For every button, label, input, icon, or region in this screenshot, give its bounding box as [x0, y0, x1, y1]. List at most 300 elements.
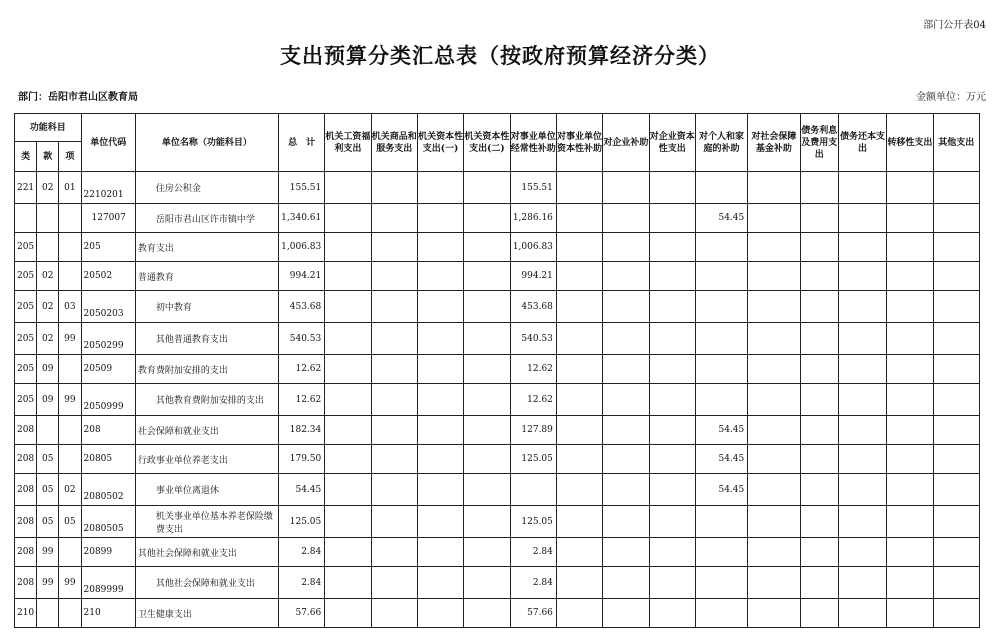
cell-c10 — [748, 262, 800, 291]
cell-c12 — [838, 599, 886, 628]
cell-c13 — [887, 384, 933, 416]
cell-c11 — [800, 599, 838, 628]
amount-unit-label: 金额单位：万元 — [916, 92, 986, 103]
cell-c14 — [933, 204, 979, 233]
cell-c11 — [800, 291, 838, 323]
table-row — [15, 323, 980, 355]
cell-c1 — [325, 474, 371, 506]
cell-kuan: 05 — [37, 474, 59, 506]
cell-c13 — [887, 233, 933, 262]
cell-c2 — [371, 233, 417, 262]
header-c13: 转移性支出 — [887, 114, 933, 172]
cell-c7 — [603, 445, 649, 474]
cell-c6 — [556, 416, 602, 445]
cell-c14 — [933, 506, 979, 538]
header-c14: 其他支出 — [933, 114, 979, 172]
cell-c7 — [603, 172, 649, 204]
cell-c12 — [838, 445, 886, 474]
cell-c10 — [748, 416, 800, 445]
header-func-group: 功能科目 — [15, 114, 82, 142]
cell-c6 — [556, 506, 602, 538]
cell-c4 — [464, 506, 510, 538]
cell-c6 — [556, 599, 602, 628]
cell-lei: 205 — [15, 355, 37, 384]
cell-c3 — [417, 474, 463, 506]
cell-c13 — [887, 262, 933, 291]
cell-xiang: 99 — [59, 567, 81, 599]
cell-c6 — [556, 355, 602, 384]
cell-c14 — [933, 384, 979, 416]
cell-lei: 205 — [15, 233, 37, 262]
cell-c12 — [838, 291, 886, 323]
cell-c3 — [417, 262, 463, 291]
table-row — [15, 445, 980, 474]
cell-c1 — [325, 262, 371, 291]
cell-c5: 2.84 — [510, 538, 556, 567]
cell-name: 其他社会保障和就业支出 — [135, 567, 278, 599]
cell-c1 — [325, 567, 371, 599]
cell-c9 — [695, 233, 747, 262]
cell-c9: 54.45 — [695, 416, 747, 445]
header-xiang: 项 — [59, 142, 81, 172]
cell-c11 — [800, 384, 838, 416]
cell-c14 — [933, 172, 979, 204]
cell-c11 — [800, 506, 838, 538]
cell-c7 — [603, 506, 649, 538]
cell-name: 卫生健康支出 — [135, 599, 278, 628]
cell-c9 — [695, 599, 747, 628]
cell-c3 — [417, 355, 463, 384]
cell-c10 — [748, 172, 800, 204]
cell-c13 — [887, 538, 933, 567]
cell-c4 — [464, 445, 510, 474]
cell-c2 — [371, 172, 417, 204]
cell-code: 205 — [81, 233, 135, 262]
table-row — [15, 474, 980, 506]
header-c4: 机关资本性支出(二) — [464, 114, 510, 172]
cell-c2 — [371, 567, 417, 599]
cell-c10 — [748, 474, 800, 506]
cell-c4 — [464, 567, 510, 599]
cell-c7 — [603, 474, 649, 506]
cell-total: 57.66 — [278, 599, 324, 628]
cell-c14 — [933, 474, 979, 506]
cell-c2 — [371, 262, 417, 291]
cell-c8 — [649, 233, 695, 262]
cell-c8 — [649, 474, 695, 506]
cell-xiang: 03 — [59, 291, 81, 323]
cell-kuan: 02 — [37, 172, 59, 204]
cell-xiang — [59, 416, 81, 445]
cell-name: 岳阳市君山区许市镇中学 — [135, 204, 278, 233]
cell-c9: 54.45 — [695, 474, 747, 506]
cell-c8 — [649, 323, 695, 355]
cell-lei: 205 — [15, 384, 37, 416]
cell-c14 — [933, 567, 979, 599]
cell-c10 — [748, 538, 800, 567]
header-c8: 对企业资本性支出 — [649, 114, 695, 172]
cell-c7 — [603, 538, 649, 567]
cell-c4 — [464, 172, 510, 204]
cell-c13 — [887, 172, 933, 204]
cell-total: 540.53 — [278, 323, 324, 355]
cell-c3 — [417, 538, 463, 567]
cell-name: 事业单位离退休 — [135, 474, 278, 506]
cell-c14 — [933, 291, 979, 323]
cell-c10 — [748, 599, 800, 628]
cell-lei — [15, 204, 37, 233]
cell-kuan: 02 — [37, 291, 59, 323]
cell-code: 20899 — [81, 538, 135, 567]
cell-c9 — [695, 567, 747, 599]
cell-total: 453.68 — [278, 291, 324, 323]
cell-c7 — [603, 233, 649, 262]
cell-c5: 453.68 — [510, 291, 556, 323]
cell-c1 — [325, 172, 371, 204]
cell-xiang: 01 — [59, 172, 81, 204]
cell-code: 20805 — [81, 445, 135, 474]
cell-c2 — [371, 384, 417, 416]
cell-name: 普通教育 — [135, 262, 278, 291]
cell-lei: 208 — [15, 538, 37, 567]
cell-c14 — [933, 538, 979, 567]
cell-c4 — [464, 599, 510, 628]
cell-code: 2050203 — [81, 291, 135, 323]
cell-code: 2050999 — [81, 384, 135, 416]
cell-lei: 205 — [15, 323, 37, 355]
cell-c6 — [556, 262, 602, 291]
cell-c11 — [800, 233, 838, 262]
cell-c7 — [603, 204, 649, 233]
cell-c3 — [417, 291, 463, 323]
cell-c7 — [603, 567, 649, 599]
cell-c12 — [838, 416, 886, 445]
cell-c9: 54.45 — [695, 445, 747, 474]
table-row — [15, 172, 980, 204]
cell-c3 — [417, 384, 463, 416]
cell-c4 — [464, 323, 510, 355]
cell-code: 2210201 — [81, 172, 135, 204]
cell-c2 — [371, 355, 417, 384]
cell-c12 — [838, 262, 886, 291]
cell-c14 — [933, 323, 979, 355]
cell-c9 — [695, 291, 747, 323]
cell-c6 — [556, 384, 602, 416]
cell-c5: 12.62 — [510, 384, 556, 416]
cell-kuan: 99 — [37, 538, 59, 567]
cell-kuan: 99 — [37, 567, 59, 599]
cell-c9: 54.45 — [695, 204, 747, 233]
cell-name: 教育支出 — [135, 233, 278, 262]
cell-name: 初中教育 — [135, 291, 278, 323]
cell-c5: 540.53 — [510, 323, 556, 355]
cell-c8 — [649, 567, 695, 599]
cell-c8 — [649, 172, 695, 204]
cell-c2 — [371, 506, 417, 538]
cell-c3 — [417, 323, 463, 355]
cell-c8 — [649, 262, 695, 291]
cell-c12 — [838, 233, 886, 262]
cell-c3 — [417, 567, 463, 599]
cell-c5: 1,006.83 — [510, 233, 556, 262]
header-c6: 对事业单位资本性补助 — [556, 114, 602, 172]
header-c7: 对企业补助 — [603, 114, 649, 172]
cell-c2 — [371, 416, 417, 445]
cell-c4 — [464, 538, 510, 567]
cell-c6 — [556, 538, 602, 567]
cell-c2 — [371, 599, 417, 628]
table-row — [15, 599, 980, 628]
header-c11: 债务利息及费用支出 — [800, 114, 838, 172]
cell-total: 179.50 — [278, 445, 324, 474]
cell-c3 — [417, 233, 463, 262]
cell-c8 — [649, 416, 695, 445]
cell-name: 教育费附加安排的支出 — [135, 355, 278, 384]
cell-c11 — [800, 416, 838, 445]
cell-c6 — [556, 445, 602, 474]
cell-c1 — [325, 506, 371, 538]
cell-code: 208 — [81, 416, 135, 445]
cell-c4 — [464, 416, 510, 445]
cell-kuan — [37, 416, 59, 445]
cell-total: 155.51 — [278, 172, 324, 204]
cell-kuan: 05 — [37, 506, 59, 538]
cell-c8 — [649, 204, 695, 233]
cell-c14 — [933, 416, 979, 445]
header-total: 总 计 — [278, 114, 324, 172]
cell-c6 — [556, 567, 602, 599]
cell-c4 — [464, 262, 510, 291]
cell-c10 — [748, 323, 800, 355]
cell-lei: 208 — [15, 445, 37, 474]
cell-c6 — [556, 291, 602, 323]
cell-c7 — [603, 355, 649, 384]
cell-name: 住房公积金 — [135, 172, 278, 204]
cell-lei: 210 — [15, 599, 37, 628]
header-kuan: 款 — [37, 142, 59, 172]
cell-c12 — [838, 474, 886, 506]
table-row — [15, 355, 980, 384]
cell-kuan — [37, 599, 59, 628]
cell-c1 — [325, 204, 371, 233]
table-row — [15, 538, 980, 567]
cell-c5: 994.21 — [510, 262, 556, 291]
cell-c10 — [748, 355, 800, 384]
cell-xiang: 99 — [59, 384, 81, 416]
cell-xiang — [59, 233, 81, 262]
cell-c3 — [417, 506, 463, 538]
cell-name: 社会保障和就业支出 — [135, 416, 278, 445]
cell-total: 2.84 — [278, 538, 324, 567]
cell-c9 — [695, 538, 747, 567]
cell-lei: 205 — [15, 291, 37, 323]
header-c12: 债务还本支出 — [838, 114, 886, 172]
cell-c7 — [603, 323, 649, 355]
cell-c5 — [510, 474, 556, 506]
cell-c2 — [371, 204, 417, 233]
cell-c7 — [603, 384, 649, 416]
cell-c1 — [325, 233, 371, 262]
cell-total: 1,006.83 — [278, 233, 324, 262]
cell-code: 20502 — [81, 262, 135, 291]
cell-c9 — [695, 172, 747, 204]
cell-c5: 57.66 — [510, 599, 556, 628]
cell-c9 — [695, 262, 747, 291]
cell-code: 210 — [81, 599, 135, 628]
cell-xiang — [59, 204, 81, 233]
department-label: 部门：岳阳市君山区教育局 — [18, 92, 138, 103]
cell-kuan — [37, 233, 59, 262]
budget-table — [14, 113, 980, 628]
cell-c6 — [556, 474, 602, 506]
cell-c2 — [371, 474, 417, 506]
cell-c4 — [464, 233, 510, 262]
cell-total: 182.34 — [278, 416, 324, 445]
cell-c6 — [556, 172, 602, 204]
cell-c11 — [800, 323, 838, 355]
cell-c13 — [887, 567, 933, 599]
cell-c4 — [464, 474, 510, 506]
cell-c1 — [325, 416, 371, 445]
cell-kuan: 09 — [37, 384, 59, 416]
header-c3: 机关资本性支出(一) — [417, 114, 463, 172]
table-row — [15, 567, 980, 599]
cell-code: 2089999 — [81, 567, 135, 599]
cell-c7 — [603, 599, 649, 628]
cell-c5: 2.84 — [510, 567, 556, 599]
cell-c12 — [838, 172, 886, 204]
header-name: 单位名称（功能科目） — [135, 114, 278, 172]
cell-kuan: 02 — [37, 262, 59, 291]
cell-code: 127007 — [81, 204, 135, 233]
cell-xiang: 99 — [59, 323, 81, 355]
cell-c8 — [649, 445, 695, 474]
cell-c12 — [838, 506, 886, 538]
cell-c9 — [695, 323, 747, 355]
header-code: 单位代码 — [81, 114, 135, 172]
cell-lei: 208 — [15, 474, 37, 506]
cell-c7 — [603, 262, 649, 291]
cell-c4 — [464, 355, 510, 384]
cell-name: 机关事业单位基本养老保险缴费支出 — [135, 506, 278, 538]
cell-total: 12.62 — [278, 355, 324, 384]
cell-c14 — [933, 599, 979, 628]
cell-c8 — [649, 355, 695, 384]
cell-xiang: 05 — [59, 506, 81, 538]
cell-c3 — [417, 599, 463, 628]
cell-c13 — [887, 416, 933, 445]
cell-c11 — [800, 538, 838, 567]
form-number: 部门公开表04 — [923, 20, 986, 31]
cell-c11 — [800, 172, 838, 204]
cell-c1 — [325, 291, 371, 323]
cell-c2 — [371, 445, 417, 474]
cell-c5: 155.51 — [510, 172, 556, 204]
cell-c11 — [800, 474, 838, 506]
cell-c8 — [649, 599, 695, 628]
cell-kuan: 02 — [37, 323, 59, 355]
cell-code: 2080505 — [81, 506, 135, 538]
cell-c10 — [748, 384, 800, 416]
cell-code: 20509 — [81, 355, 135, 384]
cell-c10 — [748, 233, 800, 262]
cell-c14 — [933, 233, 979, 262]
cell-c1 — [325, 599, 371, 628]
cell-xiang — [59, 599, 81, 628]
cell-c14 — [933, 445, 979, 474]
cell-xiang — [59, 538, 81, 567]
cell-total: 2.84 — [278, 567, 324, 599]
table-row — [15, 233, 980, 262]
cell-c6 — [556, 233, 602, 262]
header-c5: 对事业单位经常性补助 — [510, 114, 556, 172]
cell-c6 — [556, 323, 602, 355]
cell-c13 — [887, 474, 933, 506]
cell-c5: 12.62 — [510, 355, 556, 384]
cell-c6 — [556, 204, 602, 233]
header-c2: 机关商品和服务支出 — [371, 114, 417, 172]
cell-c13 — [887, 506, 933, 538]
cell-c8 — [649, 384, 695, 416]
cell-c11 — [800, 262, 838, 291]
table-row — [15, 384, 980, 416]
cell-c7 — [603, 416, 649, 445]
cell-lei: 208 — [15, 416, 37, 445]
cell-c1 — [325, 538, 371, 567]
cell-c4 — [464, 384, 510, 416]
table-row — [15, 204, 980, 233]
cell-c5: 1,286.16 — [510, 204, 556, 233]
cell-total: 994.21 — [278, 262, 324, 291]
cell-c1 — [325, 384, 371, 416]
header-c10: 对社会保障基金补助 — [748, 114, 800, 172]
cell-code: 2050299 — [81, 323, 135, 355]
cell-c13 — [887, 445, 933, 474]
cell-c5: 125.05 — [510, 445, 556, 474]
cell-c3 — [417, 172, 463, 204]
cell-xiang: 02 — [59, 474, 81, 506]
cell-c5: 127.89 — [510, 416, 556, 445]
cell-c9 — [695, 384, 747, 416]
cell-total: 12.62 — [278, 384, 324, 416]
cell-c8 — [649, 291, 695, 323]
cell-lei: 205 — [15, 262, 37, 291]
cell-kuan: 09 — [37, 355, 59, 384]
cell-c2 — [371, 538, 417, 567]
table-row — [15, 262, 980, 291]
cell-name: 其他教育费附加安排的支出 — [135, 384, 278, 416]
cell-c11 — [800, 204, 838, 233]
cell-xiang — [59, 262, 81, 291]
cell-c12 — [838, 355, 886, 384]
cell-code: 2080502 — [81, 474, 135, 506]
cell-lei: 208 — [15, 506, 37, 538]
cell-c9 — [695, 506, 747, 538]
cell-c13 — [887, 355, 933, 384]
cell-c3 — [417, 204, 463, 233]
table-row — [15, 506, 980, 538]
cell-c13 — [887, 291, 933, 323]
header-lei: 类 — [15, 142, 37, 172]
header-c1: 机关工资福利支出 — [325, 114, 371, 172]
cell-c14 — [933, 262, 979, 291]
cell-c11 — [800, 355, 838, 384]
cell-c12 — [838, 538, 886, 567]
cell-c11 — [800, 445, 838, 474]
cell-kuan — [37, 204, 59, 233]
cell-c12 — [838, 204, 886, 233]
cell-c12 — [838, 567, 886, 599]
